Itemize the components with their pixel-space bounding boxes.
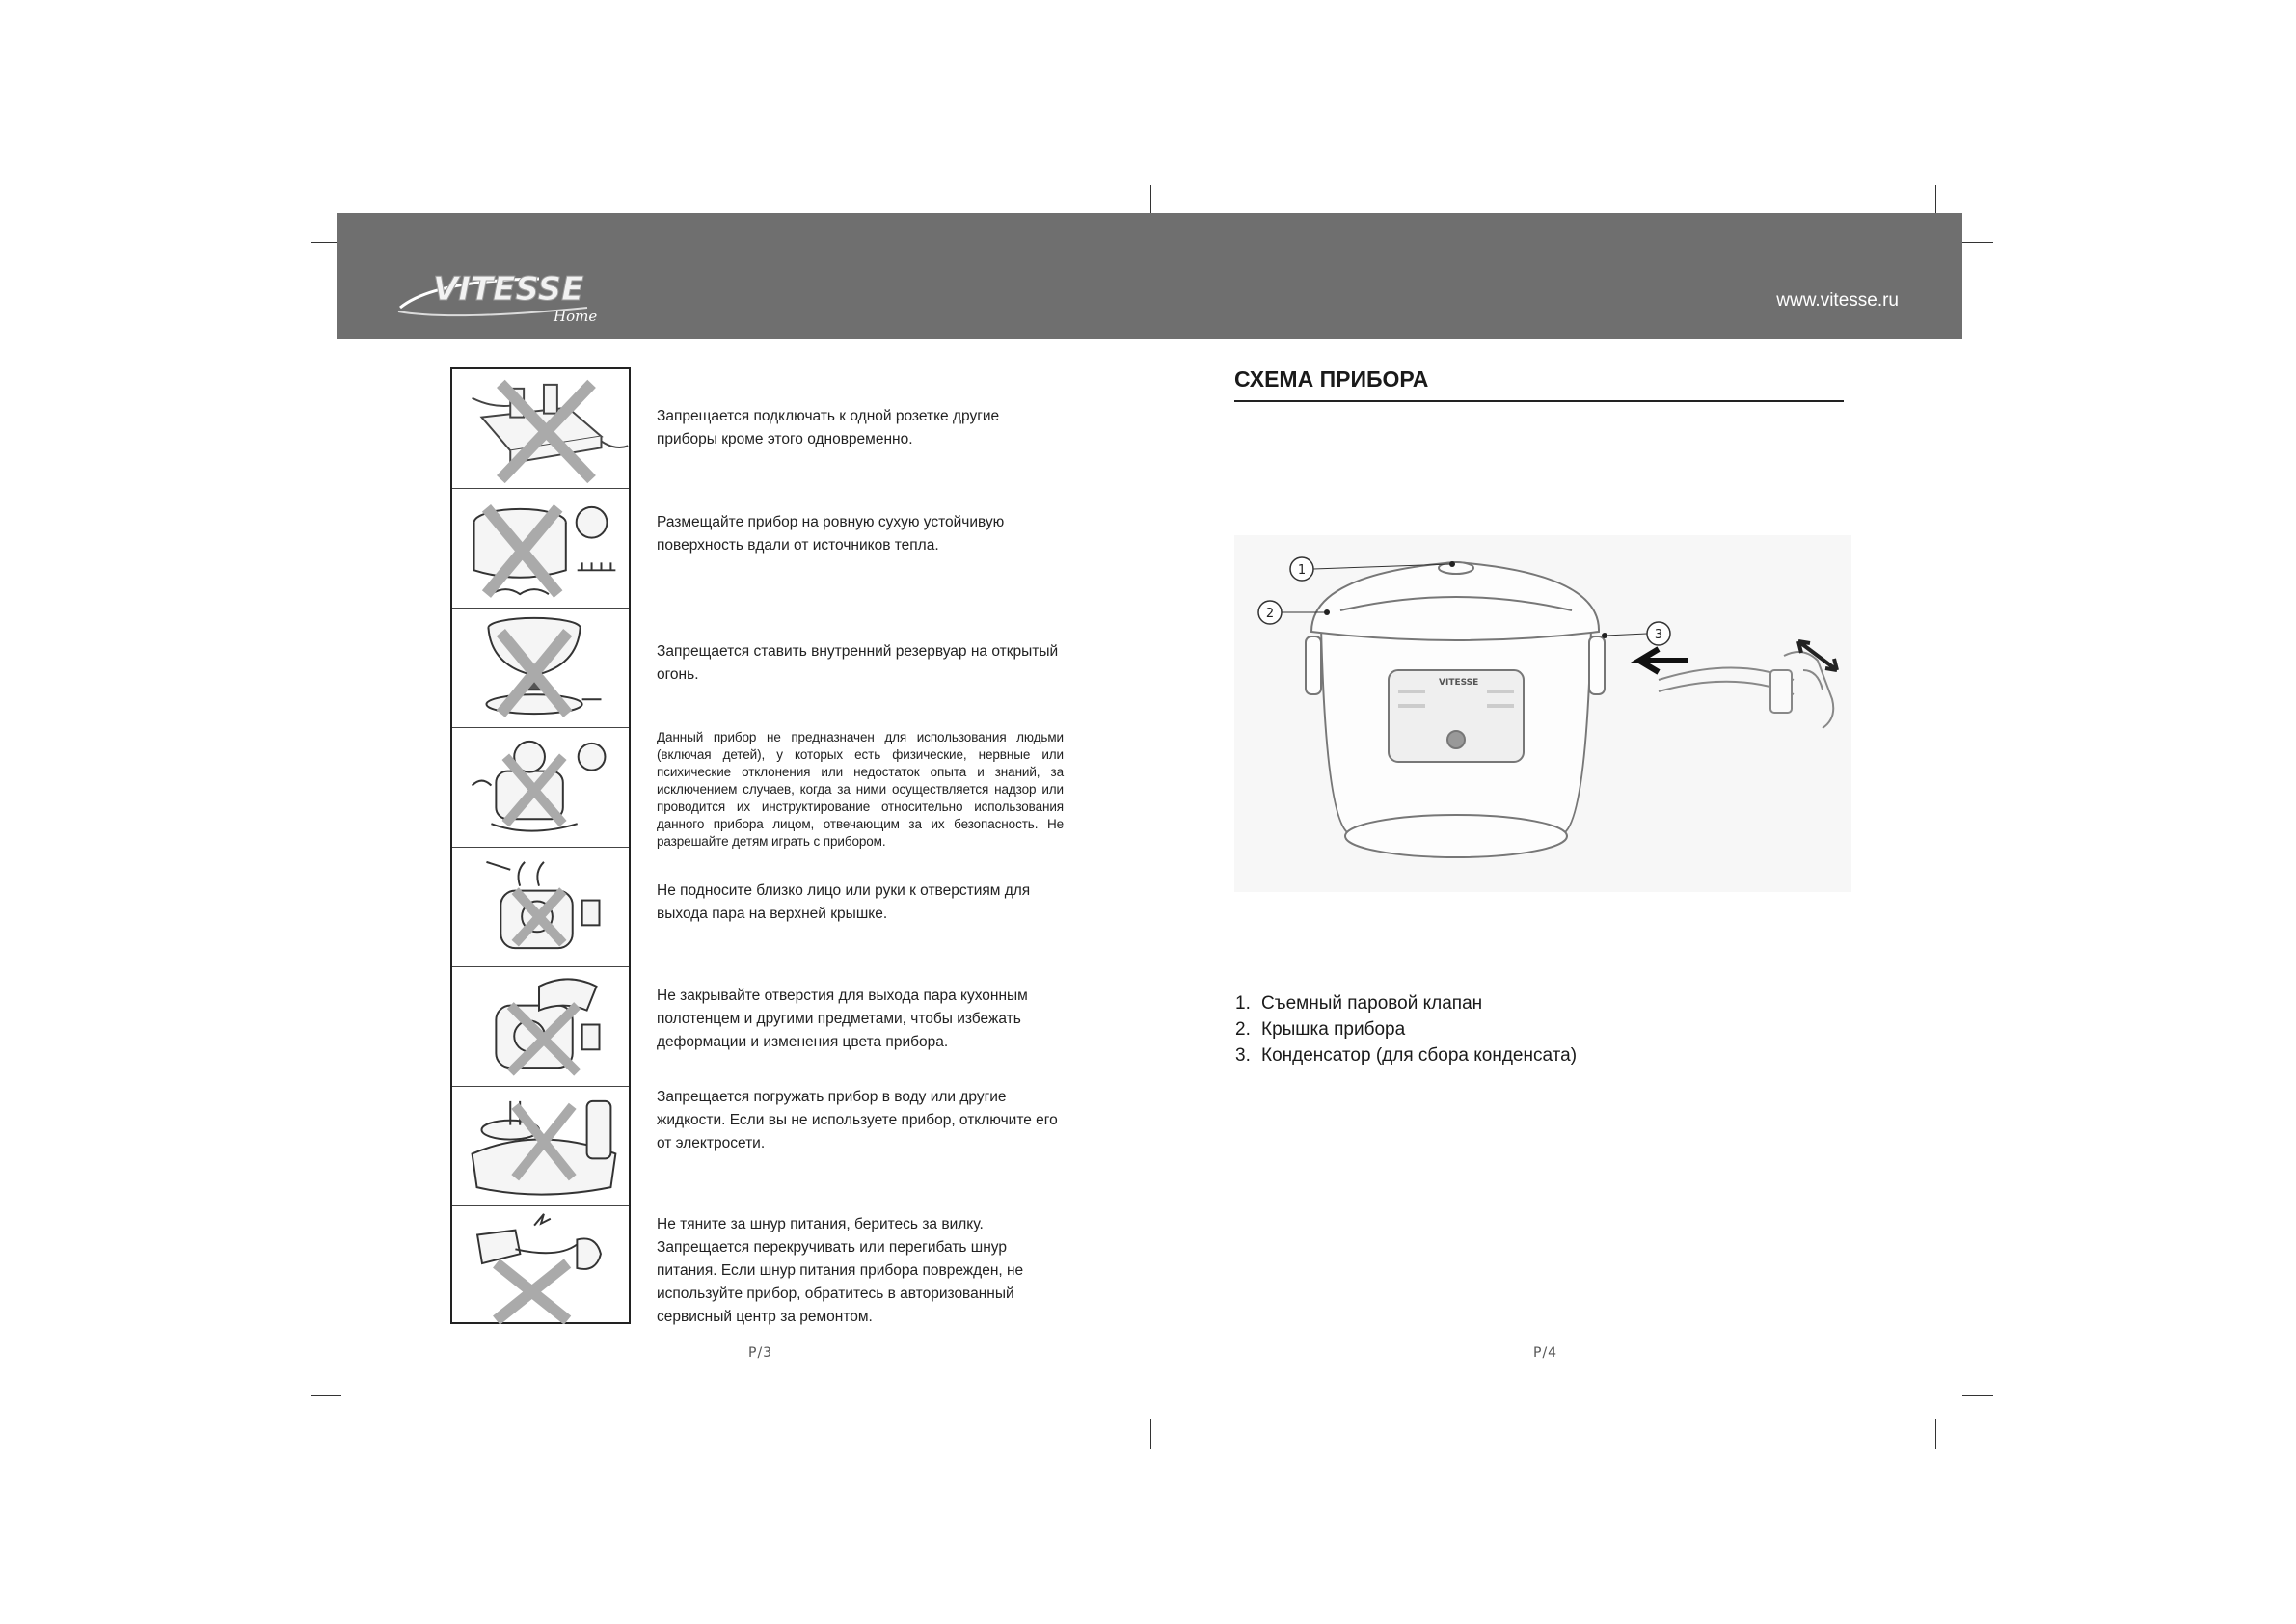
warning-text-4: Данный прибор не предназначен для использования людьми (включая детей), у которых есть физические, нервные или психические отклонения или недостаток опыта и знаний, за исключением случаев, когда за ними осуществляется надзор или проводится их инструктирование относительно использования данного прибора лицом, отвечающим за их безопасность. Не разрешайте детям играть с прибором. (657, 730, 1064, 849)
parts-list-item: 2. Крышка прибора (1235, 1019, 1406, 1040)
towel-cover-icon (452, 967, 629, 1087)
parts-list-item: 1. Съемный паровой клапан (1235, 993, 1483, 1014)
title-divider (1234, 400, 1844, 402)
heat-source-icon (452, 489, 629, 609)
website-url: www.vitesse.ru (1776, 290, 1899, 311)
svg-text:1: 1 (1297, 563, 1307, 578)
crop-mark (1150, 1419, 1151, 1449)
svg-text:2: 2 (1265, 607, 1275, 621)
open-flame-icon (452, 609, 629, 728)
child-icon (452, 728, 629, 848)
warning-text-1: Запрещается подключать к одной розетке другие приборы кроме этого одновременно. (657, 408, 1000, 447)
brand-logo (394, 261, 645, 329)
brand-sub: Home (554, 308, 598, 325)
water-immersion-icon (452, 1087, 629, 1206)
parts-list (1235, 990, 1577, 1069)
crop-mark (311, 1395, 341, 1396)
brand-name: VITESSE (433, 270, 584, 309)
rice-cooker-diagram (1234, 535, 1851, 892)
page-number-left: P/3 (748, 1345, 773, 1361)
warning-text-7: Запрещается погружать прибор в воду или другие жидкости. Если вы не используете прибор, отключите его от электросети. (657, 1089, 1058, 1151)
warning-text-6: Не закрывайте отверстия для выхода пара кухонным полотенцем и другими предметами, чтобы избежать деформации и изменения цвета прибора. (657, 988, 1028, 1050)
crop-mark (1935, 185, 1936, 216)
power-cord-icon (452, 1206, 629, 1324)
crop-mark (1935, 1419, 1936, 1449)
crop-mark (1962, 242, 1993, 243)
crop-mark (1150, 185, 1151, 216)
parts-list-item: 3. Конденсатор (для сбора конденсата) (1235, 1045, 1578, 1066)
warning-text-5: Не подносите близко лицо или руки к отверстиям для выхода пара на верхней крышке. (657, 882, 1031, 922)
steam-vent-icon (452, 848, 629, 967)
warning-text-3: Запрещается ставить внутренний резервуар на открытый огонь. (657, 643, 1059, 683)
warning-icons-table (450, 367, 631, 1324)
header-band (337, 213, 1962, 339)
power-strip-icon (452, 369, 629, 489)
svg-text:3: 3 (1654, 628, 1663, 642)
page-number-right: P/4 (1533, 1345, 1558, 1361)
panel-brand: VITESSE (1439, 678, 1479, 688)
section-title: СХЕМА ПРИБОРА (1234, 366, 1429, 392)
warning-text-2: Размещайте прибор на ровную сухую устойчивую поверхность вдали от источников тепла. (657, 514, 1005, 554)
crop-mark (1962, 1395, 1993, 1396)
warning-text-8: Не тяните за шнур питания, беритесь за вилку. Запрещается перекручивать или перегибать шнур питания. Если шнур питания прибора поврежден, не используйте прибор, обратитесь в авторизованный сервисный центр за ремонтом. (657, 1216, 1024, 1325)
